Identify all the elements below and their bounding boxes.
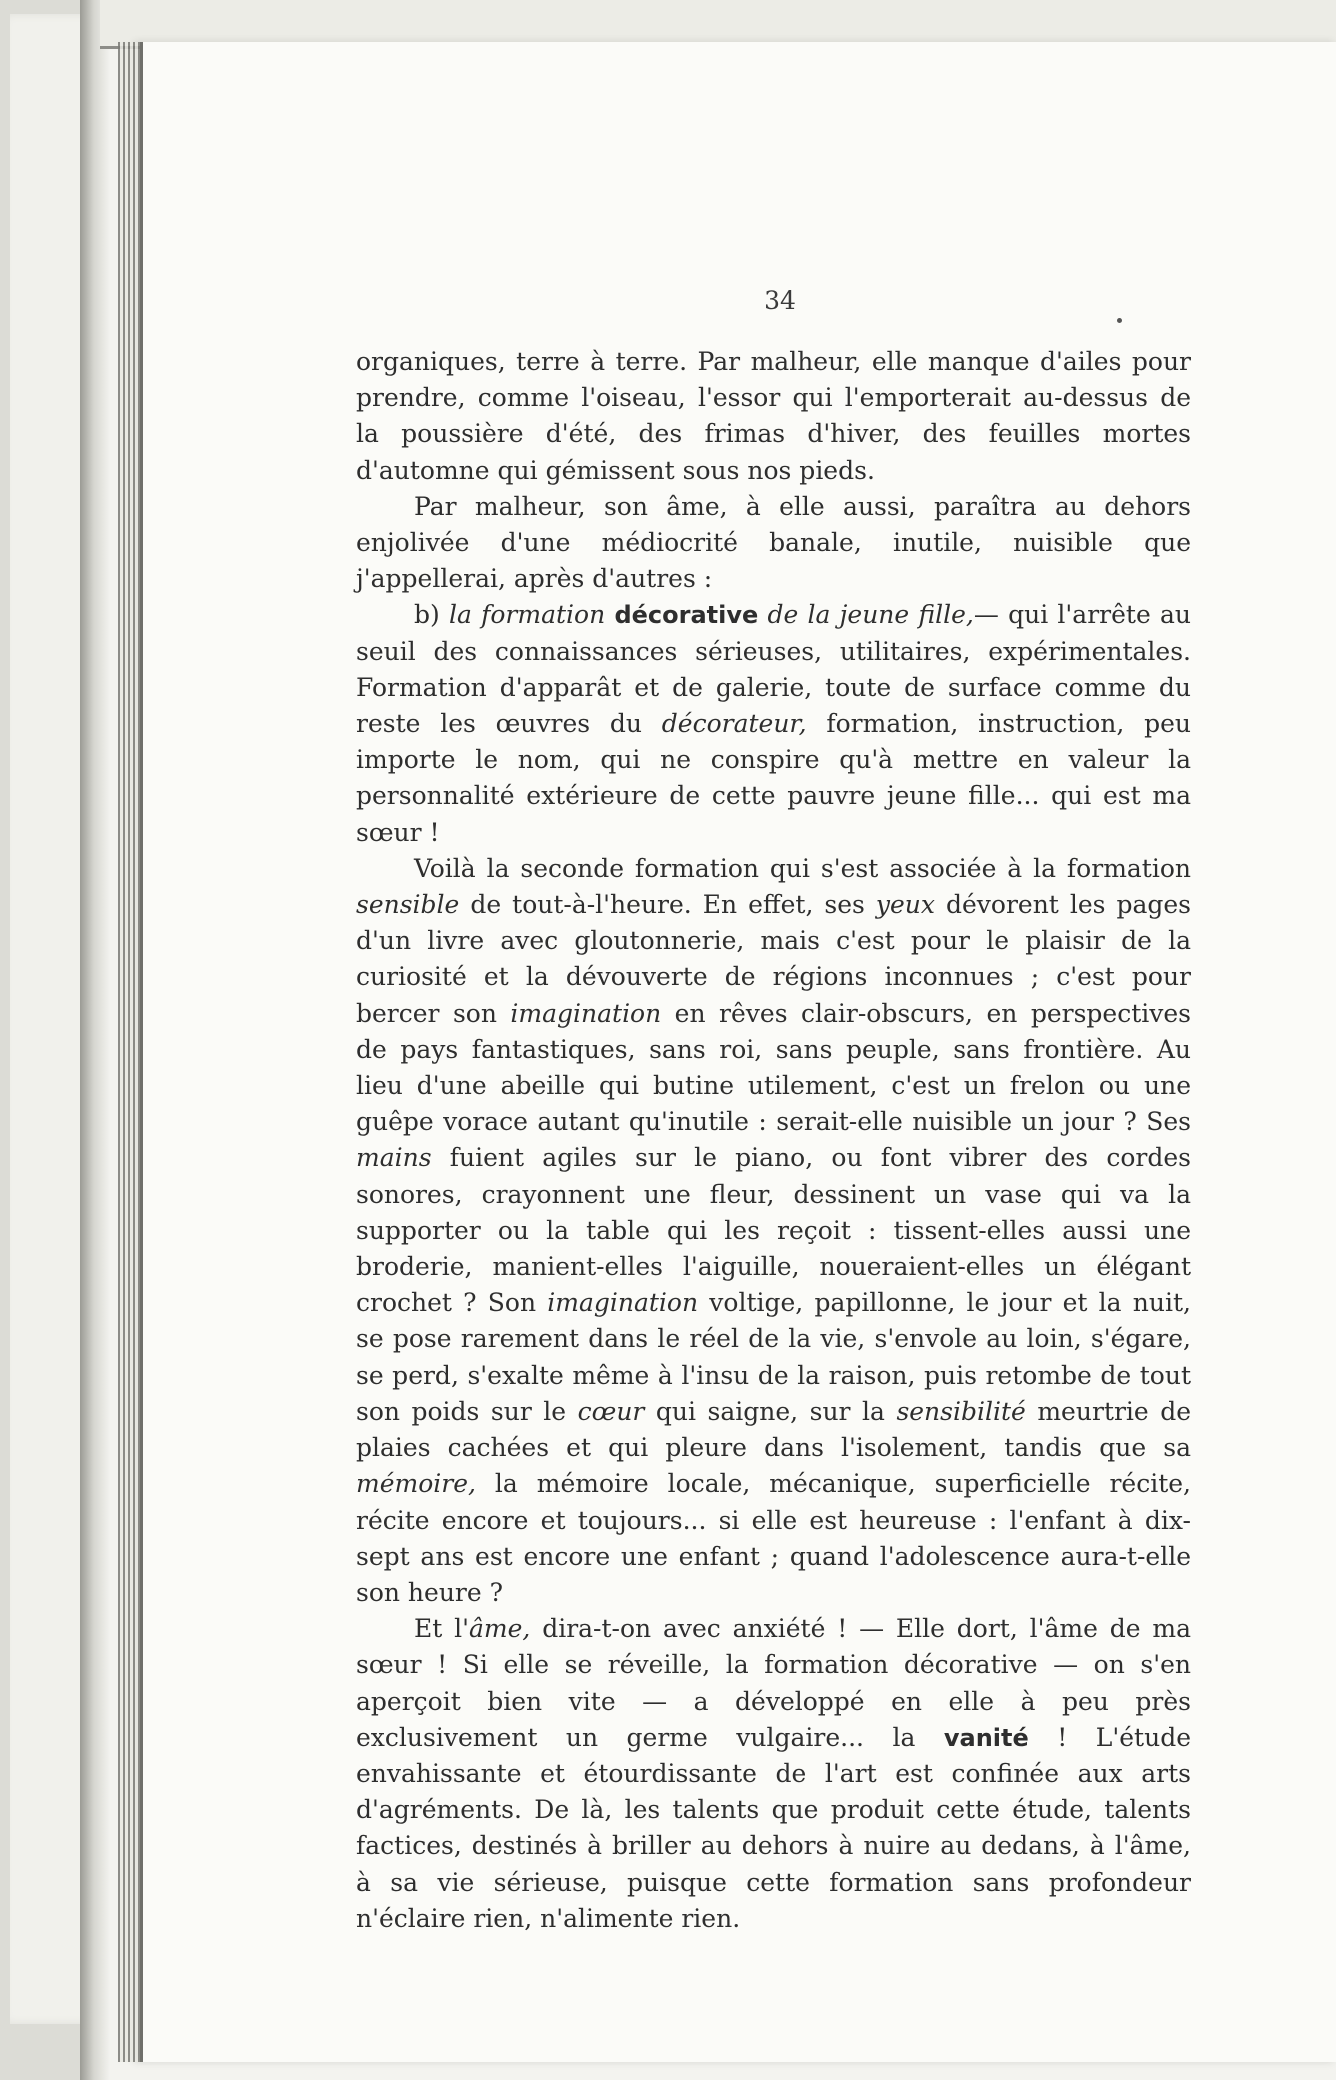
italic-text: la formation	[449, 600, 606, 630]
text-run: Par malheur, son âme, à elle aussi, paraîtra au dehors enjolivée d'une médiocrité banale, inutile, nuisible que j'appellerai, après d'autres :	[356, 491, 1191, 594]
text-run: qui saigne, sur la	[644, 1396, 897, 1426]
text-run: de tout-à-l'heure. En effet, ses	[459, 890, 876, 920]
italic-text: de la jeune fille,	[767, 600, 974, 630]
italic-text: imagination	[510, 998, 662, 1028]
italic-text: imagination	[547, 1288, 699, 1318]
text-run: en rêves clair-obscurs, en perspectives de pays fantastiques, sans roi, sans peuple, sans frontière. Au lieu d'une abeille qui butine utilement, c'est un frelon ou une guêpe vorace autant qu'inutile : serait-elle nuisible un jour ? Ses	[356, 998, 1191, 1137]
text-run: dira-t-on avec anxiété ! — Elle dort, l'âme de ma sœur ! Si elle se réveille, la formation décorative — on s'en aperçoit bien vite — a développé en elle à peu près exclusivement un germe vulgaire... la	[356, 1614, 1191, 1752]
paragraph	[356, 851, 1191, 1611]
bold-text: décorative	[614, 601, 759, 630]
paragraph	[356, 1611, 1191, 1937]
paragraph	[356, 344, 1191, 489]
text-run	[758, 600, 767, 629]
ink-speck	[1117, 318, 1122, 323]
text-run: — qui l'arrête au seuil des connaissances sérieuses, utilitaires, expérimentales. Formation d'apparât et de galerie, toute de surface comme du reste les œuvres du	[356, 600, 1191, 739]
text-run: formation, instruction, peu importe le nom, qui ne conspire qu'à mettre en valeur la personnalité extérieure de cette pauvre jeune fille... qui est ma sœur !	[356, 709, 1191, 847]
text-run: dévorent les pages d'un livre avec gloutonnerie, mais c'est pour le plaisir de la curiosité et la dévouverte de régions inconnues ; c'est pour bercer son	[356, 890, 1191, 1028]
text-run: Et l'	[414, 1614, 469, 1644]
page-number: 34	[764, 286, 796, 315]
italic-text: décorateur,	[661, 709, 807, 739]
bold-text: vanité	[943, 1723, 1029, 1752]
italic-text: cœur	[577, 1396, 645, 1426]
paragraph	[356, 597, 1191, 850]
text-run: Voilà la seconde formation qui s'est associée à la formation	[414, 853, 1191, 883]
text-run: fuient agiles sur le piano, ou font vibrer des cordes sonores, crayonnent une fleur, dessinent un vase qui va la supporter ou la table qui les reçoit : tissent-elles aussi une broderie, manient-elles l'aiguille, noueraient-elles un élégant crochet ? Son	[356, 1143, 1191, 1318]
page-gutter-edges	[118, 42, 140, 2062]
italic-text: sensible	[356, 890, 460, 920]
body-text	[356, 344, 1191, 1937]
text-run: voltige, papillonne, le jour et la nuit, se pose rarement dans le réel de la vie, s'envole au loin, s'égare, se perd, s'exalte même à l'insu de la raison, puis retombe de tout son poids sur le	[356, 1288, 1191, 1426]
italic-text: yeux	[875, 890, 935, 920]
text-run: b)	[414, 600, 449, 630]
text-run: ! L'étude envahissante et étourdissante de l'art est confinée aux arts d'agréments. De là, les talents que produit cette étude, talents factices, destinés à briller au dehors à nuire au dedans, à l'âme, à sa vie sérieuse, puisque cette formation sans profondeur n'éclaire rien, n'alimente rien.	[356, 1722, 1191, 1933]
text-run: la mémoire locale, mécanique, superficielle récite, récite encore et toujours... si elle est heureuse : l'enfant à dix-sept ans est encore une enfant ; quand l'adolescence aura-t-elle son heure ?	[356, 1469, 1191, 1607]
text-run: meurtrie de plaies cachées et qui pleure dans l'isolement, tandis que sa	[356, 1396, 1191, 1463]
italic-text: sensibilité	[896, 1396, 1026, 1426]
italic-text: âme,	[469, 1614, 531, 1644]
italic-text: mémoire,	[356, 1469, 476, 1499]
italic-text: mains	[356, 1143, 432, 1173]
paragraph	[356, 489, 1191, 598]
text-run: organiques, terre à terre. Par malheur, elle manque d'ailes pour prendre, comme l'oiseau, l'essor qui l'emporterait au-dessus de la poussière d'été, des frimas d'hiver, des feuilles mortes d'automne qui gémissent sous nos pieds.	[356, 347, 1191, 485]
